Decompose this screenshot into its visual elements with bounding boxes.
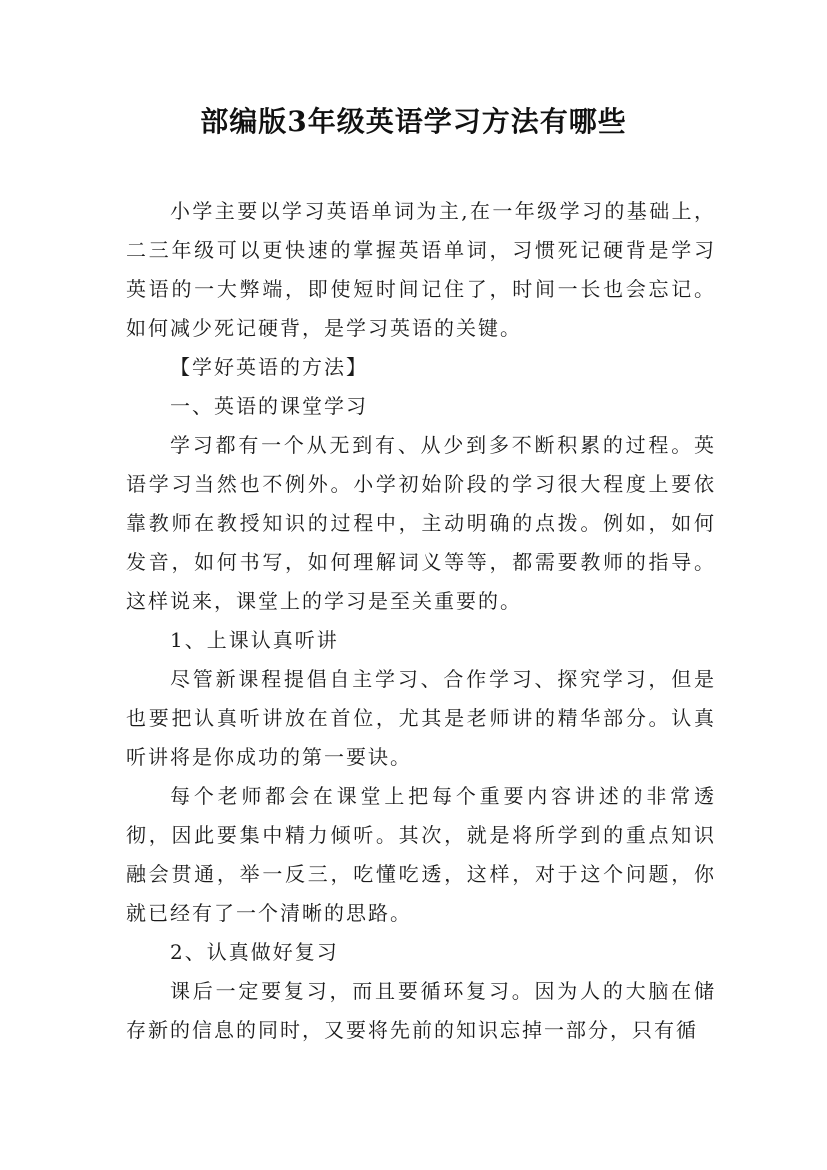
paragraph-classroom: 学习都有一个从无到有、从少到多不断积累的过程。英语学习当然也不例外。小学初始阶段的学习很大程度上要依靠教师在教授知识的过程中，主动明确的点拨。例如，如何发音，如何书写，如何理解词义等等，都需要教师的指导。这样说来，课堂上的学习是至关重要的。 bbox=[126, 433, 716, 613]
document-body bbox=[126, 192, 716, 1050]
heading-review: 2、认真做好复习 bbox=[170, 940, 339, 964]
heading-listen-carefully: 1、上课认真听讲 bbox=[170, 628, 339, 652]
heading-classroom-learning: 一、英语的课堂学习 bbox=[170, 394, 368, 418]
paragraph-intro: 小学主要以学习英语单词为主,在一年级学习的基础上，二三年级可以更快速的掌握英语单词，习惯死记硬背是学习英语的一大弊端，即使短时间记住了，时间一长也会忘记。如何减少死记硬背，是学习英语的关键。 bbox=[126, 199, 716, 340]
paragraph-listen: 尽管新课程提倡自主学习、合作学习、探究学习，但是也要把认真听讲放在首位，尤其是老师讲的精华部分。认真听讲将是你成功的第一要诀。 bbox=[126, 667, 716, 769]
document-title: 部编版3年级英语学习方法有哪些 bbox=[200, 105, 627, 138]
paragraph-review: 课后一定要复习，而且要循环复习。因为人的大脑在储存新的信息的同时，又要将先前的知识忘掉一部分，只有循 bbox=[126, 979, 716, 1042]
paragraph-teacher: 每个老师都会在课堂上把每个重要内容讲述的非常透彻，因此要集中精力倾听。其次，就是将所学到的重点知识融会贯通，举一反三，吃懂吃透，这样，对于这个问题，你就已经有了一个清晰的思路。 bbox=[126, 784, 716, 925]
section-heading-methods: 【学好英语的方法】 bbox=[170, 355, 368, 379]
